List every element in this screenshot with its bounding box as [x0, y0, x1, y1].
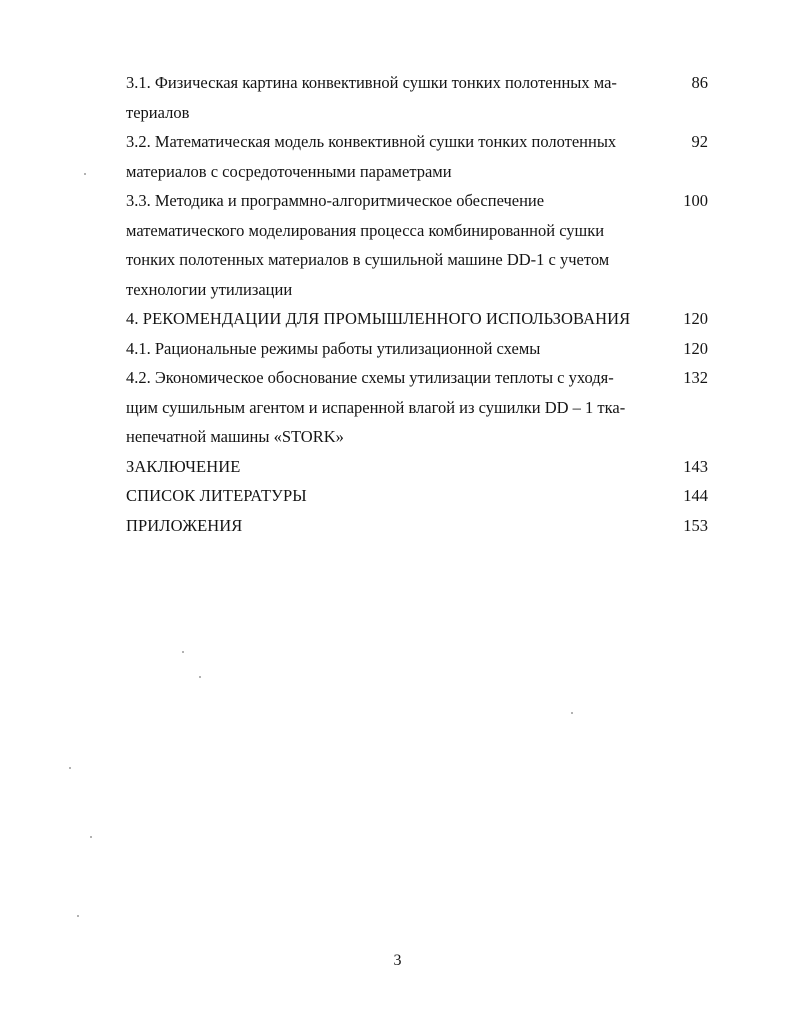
scan-speck	[77, 915, 79, 917]
toc-entry-title	[126, 481, 658, 511]
toc-entry-line: СПИСОК ЛИТЕРАТУРЫ	[126, 486, 307, 505]
toc-entry-page: 144	[683, 486, 708, 505]
toc-entry-3-2	[126, 127, 710, 186]
toc-entry-title	[126, 68, 658, 127]
toc-entry-line: 3.3. Методика и программно-алгоритмическое обеспечение	[126, 191, 545, 210]
toc-entry-page: 153	[683, 515, 708, 535]
toc-entry-page: 86	[691, 73, 708, 92]
toc-entry-title	[126, 452, 658, 482]
toc-entry-page: 100	[683, 191, 708, 210]
toc-entry-conclusion	[126, 452, 710, 482]
toc-entry-line: териалов	[126, 102, 190, 122]
scan-speck	[182, 651, 184, 653]
toc-entry-appendices	[126, 511, 710, 541]
toc-entry-title	[126, 127, 658, 186]
toc-entry-line: тонких полотенных материалов в сушильной машине DD-1 с учетом	[126, 250, 610, 269]
toc-entry-4	[126, 304, 710, 334]
toc-entry-line: 4.1. Рациональные режимы работы утилизационной схемы	[126, 338, 541, 358]
toc-entry-page: 132	[683, 368, 708, 387]
toc-entry-line: 3.2. Математическая модель конвективной сушки тонких полотенных	[126, 132, 617, 151]
toc-entry-3-1	[126, 68, 710, 127]
toc-entry-page: 120	[683, 309, 708, 328]
toc-entry-4-2	[126, 363, 710, 452]
toc-entry-references	[126, 481, 710, 511]
toc-entry-line: непечатной машины «STORK»	[126, 427, 344, 446]
table-of-contents	[126, 68, 710, 540]
toc-entry-title	[126, 304, 658, 334]
toc-entry-title	[126, 511, 658, 541]
scan-speck	[84, 173, 86, 175]
toc-entry-title	[126, 186, 658, 304]
toc-entry-page: 92	[691, 132, 708, 151]
scan-speck	[199, 676, 201, 678]
toc-entry-title	[126, 363, 658, 452]
page-number: 3	[393, 952, 402, 969]
toc-entry-4-1	[126, 334, 710, 364]
toc-entry-line: 3.1. Физическая картина конвективной сушки тонких полотенных ма-	[126, 73, 617, 92]
toc-entry-line: математического моделирования процесса комбинированной сушки	[126, 220, 605, 240]
scan-speck	[69, 767, 71, 769]
toc-entry-line: ЗАКЛЮЧЕНИЕ	[126, 456, 241, 476]
toc-entry-line: щим сушильным агентом и испаренной влагой из сушилки DD – 1 тка-	[126, 397, 626, 417]
toc-entry-line: 4.2. Экономическое обоснование схемы утилизации теплоты с уходя-	[126, 368, 614, 387]
toc-entry-line: материалов с сосредоточенными параметрами	[126, 161, 452, 181]
toc-entry-line: 4. РЕКОМЕНДАЦИИ ДЛЯ ПРОМЫШЛЕННОГО ИСПОЛЬЗОВАНИЯ	[126, 309, 631, 328]
scan-speck	[571, 712, 573, 714]
toc-entry-3-3	[126, 186, 710, 304]
scan-speck	[90, 836, 92, 838]
toc-entry-line: технологии утилизации	[126, 279, 293, 299]
toc-entry-page: 143	[683, 456, 708, 476]
toc-entry-title	[126, 334, 658, 364]
toc-entry-line: ПРИЛОЖЕНИЯ	[126, 515, 243, 535]
toc-entry-page: 120	[683, 338, 708, 358]
